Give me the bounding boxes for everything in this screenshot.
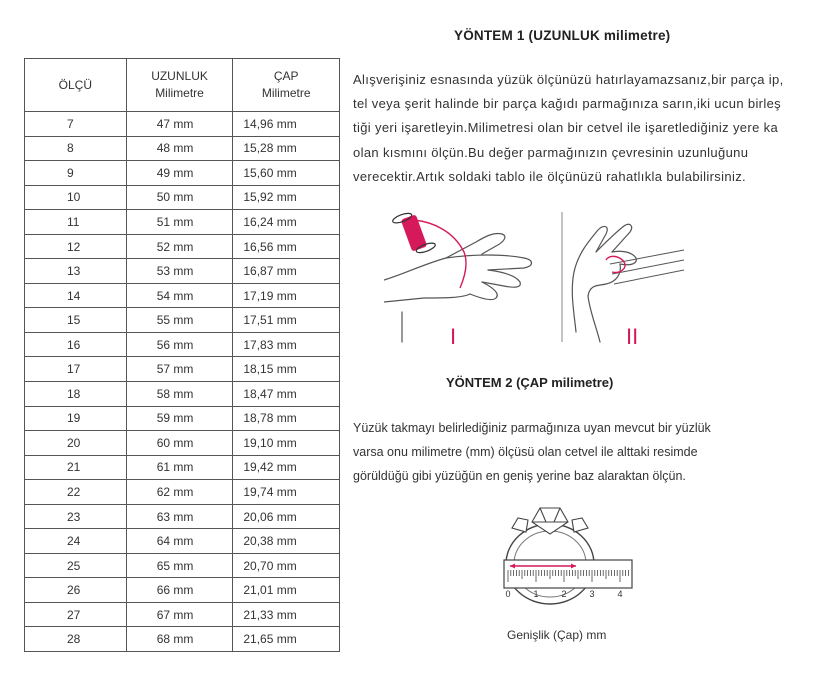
length-cell: 49 mm — [126, 161, 233, 186]
diameter-cell: 20,06 mm — [233, 504, 340, 529]
size-cell: 8 — [25, 136, 127, 161]
length-cell: 63 mm — [126, 504, 233, 529]
table-row — [25, 283, 340, 308]
method1-text — [353, 68, 818, 186]
size-cell: 28 — [25, 627, 127, 652]
method1-line: tiği yeri işaretleyin.Milimetresi olan bir cetvel ile işaretlediğiniz yere ka — [353, 120, 779, 136]
ring-size-table — [24, 58, 340, 652]
method1-line: tel veya şerit halinde bir parça kağıdı parmağınıza sarın,iki ucun birleş — [353, 96, 782, 112]
table-row — [25, 161, 340, 186]
diameter-cell: 17,19 mm — [233, 283, 340, 308]
diameter-cell: 19,42 mm — [233, 455, 340, 480]
table-row — [25, 210, 340, 235]
size-cell: 19 — [25, 406, 127, 431]
diameter-cell: 21,33 mm — [233, 602, 340, 627]
table-row — [25, 382, 340, 407]
size-cell: 9 — [25, 161, 127, 186]
length-cell: 60 mm — [126, 431, 233, 456]
length-cell: 56 mm — [126, 332, 233, 357]
diameter-cell: 16,56 mm — [233, 234, 340, 259]
diameter-cell: 15,28 mm — [233, 136, 340, 161]
length-cell: 59 mm — [126, 406, 233, 431]
table-row — [25, 136, 340, 161]
diameter-cell: 18,15 mm — [233, 357, 340, 382]
diameter-cell: 20,70 mm — [233, 553, 340, 578]
header-diameter: ÇAP Milimetre — [233, 59, 340, 112]
length-cell: 66 mm — [126, 578, 233, 603]
table-header-row — [25, 59, 340, 112]
diameter-cell: 15,92 mm — [233, 185, 340, 210]
length-cell: 65 mm — [126, 553, 233, 578]
method2-text — [353, 416, 813, 488]
length-cell: 64 mm — [126, 529, 233, 554]
size-cell: 24 — [25, 529, 127, 554]
size-cell: 18 — [25, 382, 127, 407]
diameter-cell: 15,60 mm — [233, 161, 340, 186]
ruler-label: 2 — [561, 589, 567, 599]
ring-ruler-illustration — [496, 500, 638, 606]
diameter-cell: 17,51 mm — [233, 308, 340, 333]
diamond-icon — [512, 508, 588, 534]
table-row — [25, 185, 340, 210]
table-row — [25, 529, 340, 554]
table-row — [25, 259, 340, 284]
ring-caption: Genişlik (Çap) mm — [507, 628, 607, 642]
length-cell: 62 mm — [126, 480, 233, 505]
length-cell: 48 mm — [126, 136, 233, 161]
table-row — [25, 627, 340, 652]
length-cell: 51 mm — [126, 210, 233, 235]
size-cell: 26 — [25, 578, 127, 603]
table-body — [25, 112, 340, 652]
method1-line: Alışverişiniz esnasında yüzük ölçünüzü hatırlayamazsanız,bir parça ip, — [353, 72, 784, 87]
method2-line: varsa onu milimetre (mm) ölçüsü olan cetvel ile alttaki resimde — [353, 445, 698, 459]
size-cell: 11 — [25, 210, 127, 235]
thread-spool-icon — [392, 211, 466, 288]
length-cell: 55 mm — [126, 308, 233, 333]
length-cell: 68 mm — [126, 627, 233, 652]
size-cell: 23 — [25, 504, 127, 529]
ruler-icon — [606, 250, 684, 284]
hand-left-icon — [384, 233, 532, 342]
length-cell: 54 mm — [126, 283, 233, 308]
table-row — [25, 431, 340, 456]
length-cell: 58 mm — [126, 382, 233, 407]
diameter-cell: 18,78 mm — [233, 406, 340, 431]
ruler-label: 0 — [505, 589, 511, 599]
length-cell: 57 mm — [126, 357, 233, 382]
diameter-cell: 19,74 mm — [233, 480, 340, 505]
diameter-cell: 21,65 mm — [233, 627, 340, 652]
method1-line: olan kısmını ölçün.Bu değer parmağınızın çevresinin uzunluğunu — [353, 144, 749, 160]
diameter-cell: 21,01 mm — [233, 578, 340, 603]
table-row — [25, 578, 340, 603]
diameter-cell: 14,96 mm — [233, 112, 340, 137]
size-cell: 13 — [25, 259, 127, 284]
length-cell: 53 mm — [126, 259, 233, 284]
size-cell: 16 — [25, 332, 127, 357]
hand-measuring-illustration — [384, 202, 684, 350]
table-row — [25, 406, 340, 431]
diameter-cell: 17,83 mm — [233, 332, 340, 357]
table-row — [25, 602, 340, 627]
size-cell: 22 — [25, 480, 127, 505]
step-label-one: I — [450, 324, 457, 349]
method1-line: verecektir.Artık soldaki tablo ile ölçünüzü rahatlıkla bulabilirsiniz. — [353, 168, 747, 184]
diameter-cell: 20,38 mm — [233, 529, 340, 554]
table-row — [25, 480, 340, 505]
table-row — [25, 553, 340, 578]
length-cell: 47 mm — [126, 112, 233, 137]
table-row — [25, 332, 340, 357]
size-cell: 12 — [25, 234, 127, 259]
length-cell: 50 mm — [126, 185, 233, 210]
header-length: UZUNLUK Milimetre — [126, 59, 233, 112]
table-row — [25, 357, 340, 382]
size-cell: 10 — [25, 185, 127, 210]
size-cell: 14 — [25, 283, 127, 308]
size-cell: 20 — [25, 431, 127, 456]
length-cell: 67 mm — [126, 602, 233, 627]
header-size: ÖLÇÜ — [25, 59, 127, 112]
diameter-cell: 18,47 mm — [233, 382, 340, 407]
size-cell: 15 — [25, 308, 127, 333]
size-cell: 25 — [25, 553, 127, 578]
table-row — [25, 234, 340, 259]
table-row — [25, 455, 340, 480]
diameter-cell: 16,87 mm — [233, 259, 340, 284]
length-cell: 61 mm — [126, 455, 233, 480]
method2-line: Yüzük takmayı belirlediğiniz parmağınıza uyan mevcut bir yüzlük — [353, 421, 711, 435]
method2-line: görüldüğü gibi yüzüğün en geniş yerine baz alaraktan ölçün. — [353, 469, 686, 483]
size-cell: 17 — [25, 357, 127, 382]
size-cell: 7 — [25, 112, 127, 137]
table-row — [25, 308, 340, 333]
diameter-cell: 16,24 mm — [233, 210, 340, 235]
method2-title: YÖNTEM 2 (ÇAP milimetre) — [446, 375, 614, 390]
size-cell: 21 — [25, 455, 127, 480]
size-cell: 27 — [25, 602, 127, 627]
table-row — [25, 504, 340, 529]
ruler-label: 4 — [617, 589, 623, 599]
ruler-label: 3 — [589, 589, 595, 599]
method1-title: YÖNTEM 1 (UZUNLUK milimetre) — [454, 28, 671, 43]
diameter-cell: 19,10 mm — [233, 431, 340, 456]
ruler-label: 1 — [533, 589, 539, 599]
step-label-two: II — [626, 324, 639, 349]
table-row — [25, 112, 340, 137]
length-cell: 52 mm — [126, 234, 233, 259]
